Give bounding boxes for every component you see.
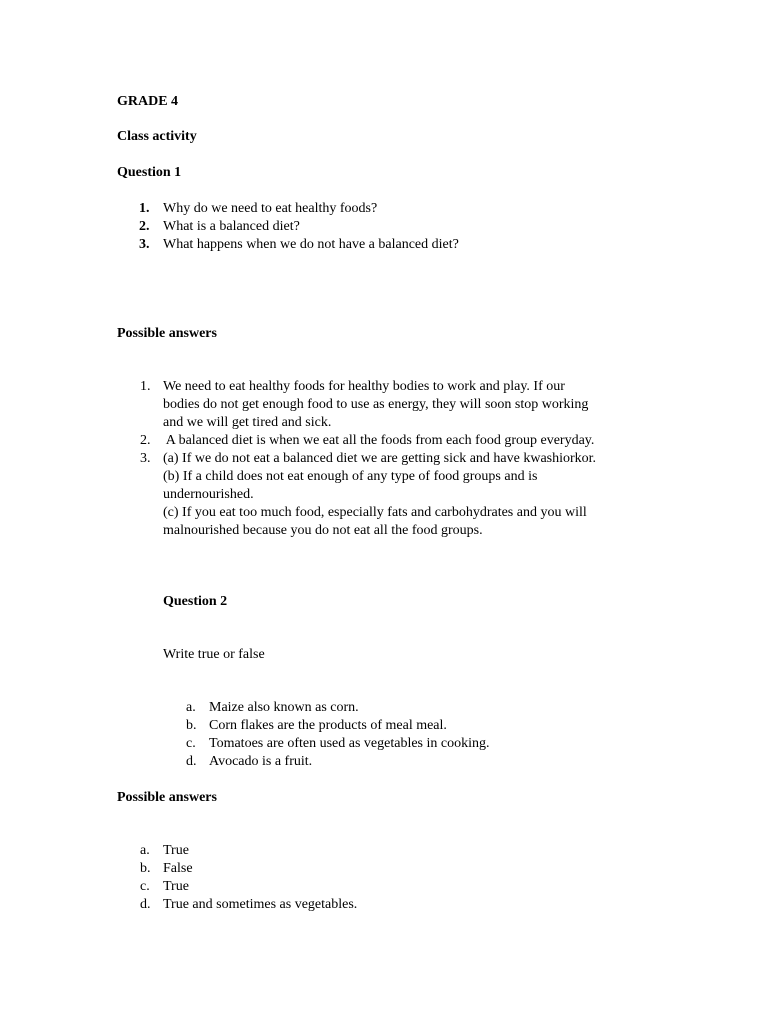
list-marker: 2. [140, 433, 151, 448]
list-marker: b. [186, 718, 197, 733]
list-marker: 2. [139, 219, 150, 234]
list-marker: b. [140, 861, 151, 876]
list-item-text: What happens when we do not have a balanced diet? [163, 237, 459, 252]
list-marker: d. [140, 897, 151, 912]
list-marker: a. [186, 700, 196, 715]
list-item-text: False [163, 861, 193, 876]
list-item-text: and we will get tired and sick. [163, 415, 332, 430]
list-marker: c. [186, 736, 196, 751]
list-marker: 1. [140, 379, 151, 394]
list-item-text: True and sometimes as vegetables. [163, 897, 358, 912]
list-marker: a. [140, 843, 150, 858]
question-2-instruction: Write true or false [163, 647, 265, 662]
list-marker: 3. [139, 237, 150, 252]
activity-heading: Class activity [117, 129, 197, 144]
question-1-heading: Question 1 [117, 165, 182, 180]
list-item-text: Why do we need to eat healthy foods? [163, 201, 378, 216]
list-item-text: undernourished. [163, 487, 254, 502]
list-item-text: We need to eat healthy foods for healthy bodies to work and play. If our [163, 379, 565, 394]
question-1-item [0, 218, 768, 236]
grade-heading: GRADE 4 [117, 94, 179, 109]
question-1-item [0, 200, 768, 218]
answers-1-heading: Possible answers [117, 326, 217, 341]
question-1-item [0, 236, 768, 254]
list-marker: 3. [140, 451, 151, 466]
list-item-text: Tomatoes are often used as vegetables in cooking. [209, 736, 490, 751]
list-marker: 1. [139, 201, 150, 216]
list-item-text: A balanced diet is when we eat all the foods from each food group everyday. [163, 433, 595, 448]
list-item-text: (a) If we do not eat a balanced diet we are getting sick and have kwashiorkor. [163, 451, 597, 466]
answers-2-heading: Possible answers [117, 790, 217, 805]
list-item-text: True [163, 843, 189, 858]
list-item-text: malnourished because you do not eat all the food groups. [163, 523, 483, 538]
list-item-text: Avocado is a fruit. [209, 754, 313, 769]
list-item-text: (c) If you eat too much food, especially fats and carbohydrates and you will [163, 505, 587, 520]
list-item-text: Corn flakes are the products of meal meal. [209, 718, 447, 733]
list-marker: d. [186, 754, 197, 769]
list-item-text: What is a balanced diet? [163, 219, 300, 234]
question-2-heading: Question 2 [163, 594, 228, 609]
list-item-text: bodies do not get enough food to use as energy, they will soon stop working [163, 397, 589, 412]
list-item-text: Maize also known as corn. [209, 700, 359, 715]
list-marker: c. [140, 879, 150, 894]
list-item-text: True [163, 879, 189, 894]
list-item-text: (b) If a child does not eat enough of any type of food groups and is [163, 469, 538, 484]
